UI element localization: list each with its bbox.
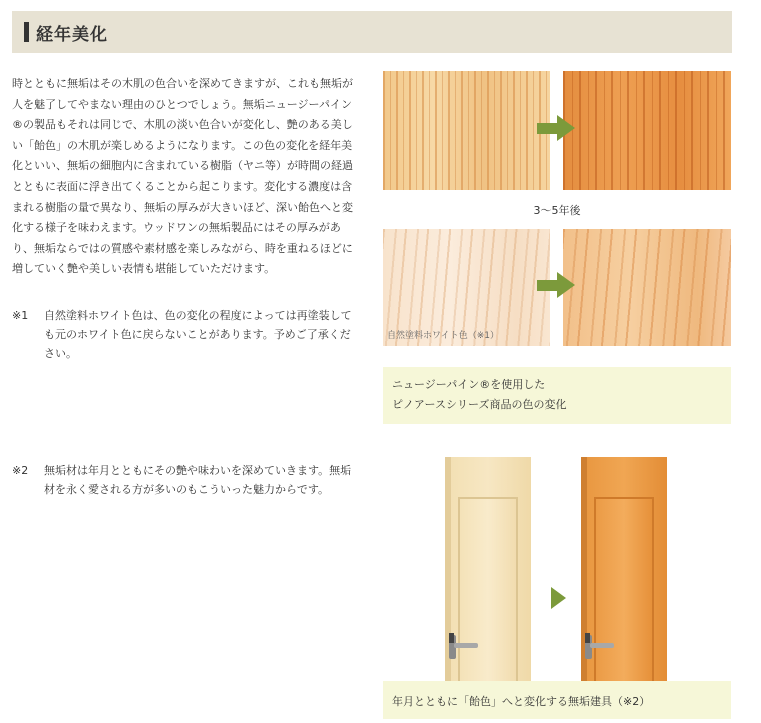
note-1-mark: ※1 bbox=[12, 309, 29, 322]
note-1 bbox=[12, 306, 358, 363]
door-after-image bbox=[581, 457, 667, 681]
door-caption: 年月とともに「飴色」へと変化する無垢建具（※2） bbox=[383, 681, 731, 719]
arrow-right-icon bbox=[537, 115, 577, 141]
arrow-right-icon bbox=[537, 272, 577, 298]
wood-caption-line2: ピノアースシリーズ商品の色の変化 bbox=[392, 398, 567, 411]
door-handle-icon bbox=[449, 635, 479, 659]
arrow-right-icon bbox=[551, 587, 566, 609]
wood-natural-before bbox=[383, 71, 550, 190]
door-handle-icon bbox=[585, 635, 615, 659]
header-bar-accent bbox=[24, 22, 29, 42]
wood-caption bbox=[383, 367, 731, 424]
body-paragraph: 時とともに無垢はその木肌の色合いを深めてきますが、これも無垢が人を魅了してやまない理由のひとつでしょう。無垢ニュージーパイン®の製品もそれは同じで、木肌の淡い色合いが変化し、艶のある美しい「飴色」の木肌が楽しめるようになります。この色の変化を経年美化といい、無垢の細胞内に含まれている樹脂（ヤニ等）が時間の経過とともに表面に浮き出てくることから起こります。変化する濃度は含まれる樹脂の量で異なり、無垢の厚みが大きいほど、深い飴色へと変化する様子を味わえます。ウッドワンの無垢製品にはその厚みがあり、無垢ならではの質感や素材感を楽しみながら、時を重ねるほどに増していく艶や美しい表情も堪能していただけます。 bbox=[12, 77, 353, 276]
wood-white-after bbox=[563, 229, 731, 346]
door-before-image bbox=[445, 457, 531, 681]
wood-natural-after bbox=[563, 71, 731, 190]
white-paint-label: 自然塗料ホワイト色（※1） bbox=[387, 331, 499, 341]
note-2 bbox=[12, 461, 358, 499]
note-1-text: 自然塗料ホワイト色は、色の変化の程度によっては再塗装しても元のホワイト色に戻らないことがあります。予めご了承ください。 bbox=[44, 309, 352, 360]
note-2-mark: ※2 bbox=[12, 464, 29, 477]
years-label: 3〜5年後 bbox=[533, 204, 581, 217]
wood-caption-line1: ニュージーパイン®を使用した bbox=[392, 378, 546, 391]
note-2-text: 無垢材は年月とともにその艶や味わいを深めていきます。無垢材を永く愛される方が多いのもこういった魅力からです。 bbox=[44, 464, 352, 496]
section-header bbox=[12, 11, 732, 53]
section-title: 経年美化 bbox=[36, 25, 108, 45]
wood-white-before bbox=[383, 229, 550, 346]
